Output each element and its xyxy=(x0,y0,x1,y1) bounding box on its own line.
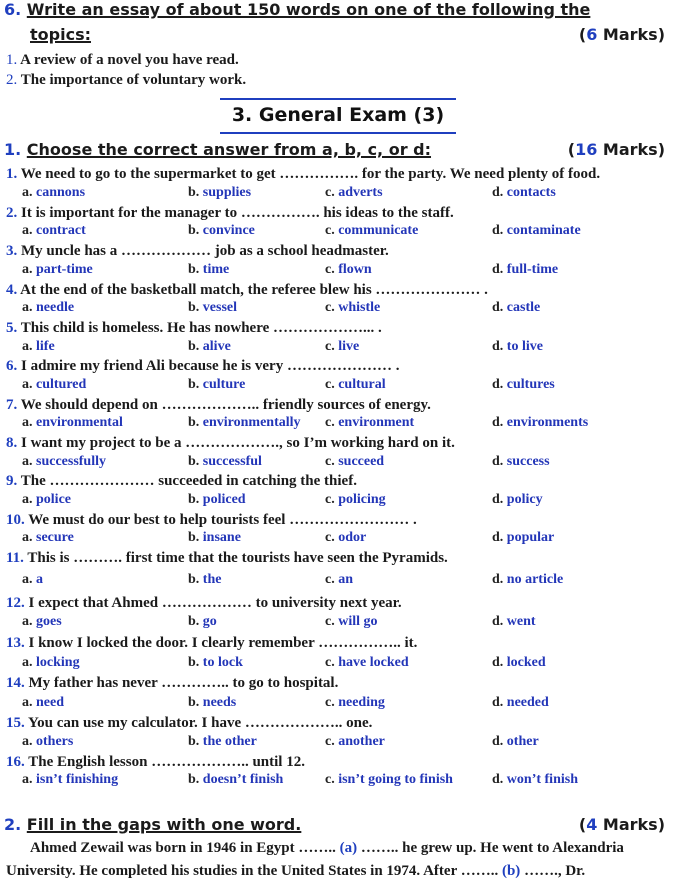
paragraph-line-2: University. He completed his studies in the United States in 1974. After …….. (b) ……., Dr. xyxy=(6,863,586,879)
question-2: 2. It is important for the manager to ……………. his ideas to the staff. xyxy=(6,205,454,221)
part-1-title: Choose the correct answer from a, b, c, or d: xyxy=(26,140,432,159)
part-2-title: Fill in the gaps with one word. xyxy=(26,815,302,834)
question-11-option-a[interactable]: a. a xyxy=(22,572,43,587)
question-16-option-a[interactable]: a. isn’t finishing xyxy=(22,772,119,787)
question-1: 1. We need to go to the supermarket to get ……………. for the party. We need plenty of food. xyxy=(6,166,601,182)
question-6-option-c[interactable]: c. cultural xyxy=(325,377,386,392)
topic-item: 2. The importance of voluntary work. xyxy=(6,72,247,88)
question-15-option-d[interactable]: d. other xyxy=(492,734,539,749)
question-14: 14. My father has never ………….. to go to hospital. xyxy=(6,675,339,691)
question-7-option-c[interactable]: c. environment xyxy=(325,415,415,430)
question-7: 7. We should depend on ……………….. friendly sources of energy. xyxy=(6,397,431,413)
question-14-option-b[interactable]: b. needs xyxy=(188,695,237,710)
question-1-option-a[interactable]: a. cannons xyxy=(22,185,86,200)
question-5-option-a[interactable]: a. life xyxy=(22,339,55,354)
section-6-title-line1: Write an essay of about 150 words on one of the following the xyxy=(26,0,591,19)
question-12-option-b[interactable]: b. go xyxy=(188,614,217,629)
question-8-option-d[interactable]: d. success xyxy=(492,454,550,469)
question-11-option-d[interactable]: d. no article xyxy=(492,572,564,587)
question-5-option-b[interactable]: b. alive xyxy=(188,339,231,354)
question-12-option-c[interactable]: c. will go xyxy=(325,614,378,629)
question-8: 8. I want my project to be a ………………., so I’m working hard on it. xyxy=(6,435,455,451)
question-1-option-d[interactable]: d. contacts xyxy=(492,185,556,200)
question-5-option-c[interactable]: c. live xyxy=(325,339,360,354)
question-7-option-d[interactable]: d. environments xyxy=(492,415,589,430)
question-7-option-a[interactable]: a. environmental xyxy=(22,415,123,430)
question-16: 16. The English lesson ……………….. until 12. xyxy=(6,754,305,770)
question-8-option-b[interactable]: b. successful xyxy=(188,454,262,469)
question-2-option-a[interactable]: a. contract xyxy=(22,223,86,238)
gap-a: (a) xyxy=(339,840,358,856)
question-10-option-a[interactable]: a. secure xyxy=(22,530,74,545)
section-6-title-line2: topics: xyxy=(30,25,91,44)
question-3-option-c[interactable]: c. flown xyxy=(325,262,372,277)
part-2-heading xyxy=(4,815,665,834)
question-10-option-d[interactable]: d. popular xyxy=(492,530,555,545)
question-5: 5. This child is homeless. He has nowhere ………………... . xyxy=(6,320,382,336)
question-4-option-a[interactable]: a. needle xyxy=(22,300,75,315)
section-6-heading xyxy=(4,0,665,19)
question-2-option-c[interactable]: c. communicate xyxy=(325,223,419,238)
question-15-option-a[interactable]: a. others xyxy=(22,734,74,749)
question-15-option-b[interactable]: b. the other xyxy=(188,734,257,749)
question-6-option-b[interactable]: b. culture xyxy=(188,377,246,392)
question-15-option-c[interactable]: c. another xyxy=(325,734,385,749)
part-2-number: 2. xyxy=(4,815,22,834)
question-14-option-c[interactable]: c. needing xyxy=(325,695,385,710)
question-9-option-b[interactable]: b. policed xyxy=(188,492,246,507)
question-12: 12. I expect that Ahmed ……………… to university next year. xyxy=(6,595,402,611)
question-2-option-d[interactable]: d. contaminate xyxy=(492,223,581,238)
question-7-option-b[interactable]: b. environmentally xyxy=(188,415,301,430)
question-16-option-c[interactable]: c. isn’t going to finish xyxy=(325,772,453,787)
section-6-number: 6. xyxy=(4,0,22,19)
question-4-option-c[interactable]: c. whistle xyxy=(325,300,381,315)
part-1-marks: (16 Marks) xyxy=(567,140,665,159)
question-11-option-b[interactable]: b. the xyxy=(188,572,222,587)
section-6-marks: (6 Marks) xyxy=(578,25,665,44)
question-6-option-a[interactable]: a. cultured xyxy=(22,377,87,392)
question-1-option-c[interactable]: c. adverts xyxy=(325,185,383,200)
question-2-option-b[interactable]: b. convince xyxy=(188,223,255,238)
question-3-option-b[interactable]: b. time xyxy=(188,262,230,277)
question-9-option-d[interactable]: d. policy xyxy=(492,492,543,507)
question-10-option-c[interactable]: c. odor xyxy=(325,530,367,545)
question-6-option-d[interactable]: d. cultures xyxy=(492,377,555,392)
question-13-option-d[interactable]: d. locked xyxy=(492,655,546,670)
question-16-option-d[interactable]: d. won’t finish xyxy=(492,772,578,787)
question-14-option-d[interactable]: d. needed xyxy=(492,695,549,710)
question-13-option-c[interactable]: c. have locked xyxy=(325,655,409,670)
part-2-marks: (4 Marks) xyxy=(578,815,665,834)
question-3-option-d[interactable]: d. full-time xyxy=(492,262,559,277)
question-3: 3. My uncle has a ……………… job as a school headmaster. xyxy=(6,243,389,259)
topic-item: 1. A review of a novel you have read. xyxy=(6,52,239,68)
question-16-option-b[interactable]: b. doesn’t finish xyxy=(188,772,284,787)
question-12-option-a[interactable]: a. goes xyxy=(22,614,62,629)
question-9: 9. The ………………… succeeded in catching the thief. xyxy=(6,473,357,489)
gap-b: (b) xyxy=(501,863,521,879)
exam-title-box xyxy=(220,98,456,134)
question-8-option-a[interactable]: a. successfully xyxy=(22,454,106,469)
question-13-option-b[interactable]: b. to lock xyxy=(188,655,243,670)
question-11: 11. This is ………. first time that the tourists have seen the Pyramids. xyxy=(6,550,448,566)
exam-title: 3. General Exam (3) xyxy=(231,104,445,126)
question-9-option-a[interactable]: a. police xyxy=(22,492,71,507)
part-1-number: 1. xyxy=(4,140,22,159)
question-1-option-b[interactable]: b. supplies xyxy=(188,185,252,200)
question-10: 10. We must do our best to help tourists feel …………………… . xyxy=(6,512,417,528)
question-10-option-b[interactable]: b. insane xyxy=(188,530,241,545)
section-6-heading-line2 xyxy=(30,25,665,44)
paragraph-line-1: Ahmed Zewail was born in 1946 in Egypt …….. (a) …….. he grew up. He went to Alexandria xyxy=(30,840,624,856)
part-1-heading xyxy=(4,140,665,159)
question-4: 4. At the end of the basketball match, the referee blew his ………………… . xyxy=(6,282,488,298)
question-3-option-a[interactable]: a. part-time xyxy=(22,262,93,277)
question-14-option-a[interactable]: a. need xyxy=(22,695,64,710)
question-11-option-c[interactable]: c. an xyxy=(325,572,354,587)
question-4-option-d[interactable]: d. castle xyxy=(492,300,541,315)
question-15: 15. You can use my calculator. I have ……………….. one. xyxy=(6,715,373,731)
question-6: 6. I admire my friend Ali because he is very ………………… . xyxy=(6,358,400,374)
question-8-option-c[interactable]: c. succeed xyxy=(325,454,385,469)
question-5-option-d[interactable]: d. to live xyxy=(492,339,543,354)
question-9-option-c[interactable]: c. policing xyxy=(325,492,386,507)
question-12-option-d[interactable]: d. went xyxy=(492,614,536,629)
question-13: 13. I know I locked the door. I clearly remember …………….. it. xyxy=(6,635,418,651)
question-13-option-a[interactable]: a. locking xyxy=(22,655,80,670)
question-4-option-b[interactable]: b. vessel xyxy=(188,300,238,315)
